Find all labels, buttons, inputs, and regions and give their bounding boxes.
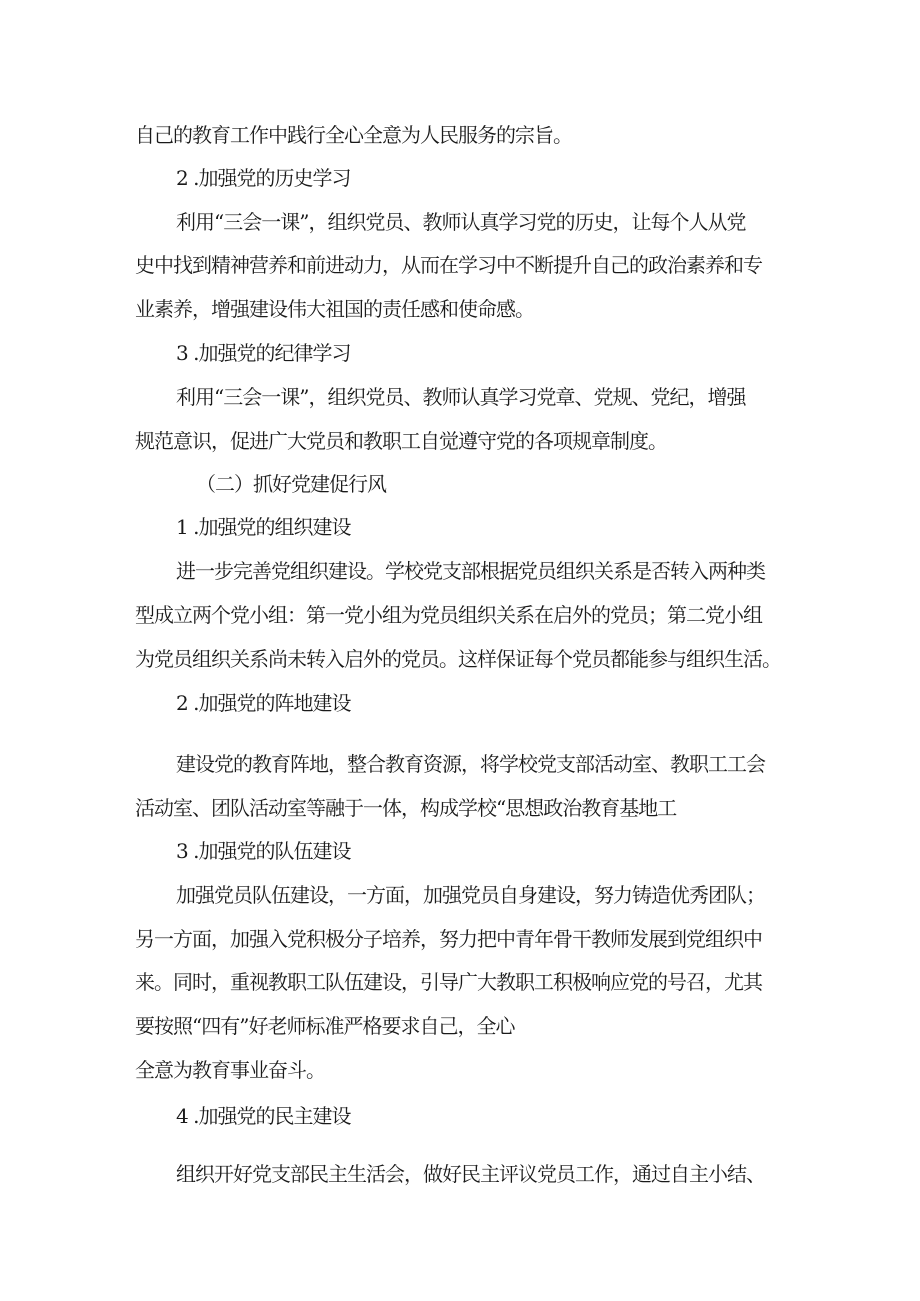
paragraph-line: 另一方面，加强入党积极分子培养，努力把中青年骨干教师发展到党组织中 (135, 927, 762, 951)
section-heading: 1 .加强党的组织建设 (176, 515, 351, 539)
paragraph-line: 业素养，增强建设伟大祖国的责任感和使命感。 (135, 297, 534, 321)
paragraph-line: 史中找到精神营养和前进动力，从而在学习中不断提升自己的政治素养和专 (135, 253, 762, 277)
section-heading: 4 .加强党的民主建设 (176, 1104, 351, 1128)
paragraph-line: 利用“三会一课”，组织党员、教师认真学习党的历史，让每个人从党 (176, 210, 746, 234)
paragraph-line: 型成立两个党小组：第一党小组为党员组织关系在启外的党员；第二党小组 (135, 603, 762, 627)
paragraph-line: 全意为教育事业奋斗。 (135, 1058, 325, 1082)
paragraph-line: 规范意识，促进广大党员和教职工自觉遵守党的各项规章制度。 (135, 429, 667, 453)
paragraph-line: 要按照“四有”好老师标准严格要求自己，全心 (135, 1014, 515, 1038)
paragraph-line: 加强党员队伍建设，一方面，加强党员自身建设，努力铸造优秀团队； (176, 883, 765, 907)
section-heading: 3 .加强党的队伍建设 (176, 839, 351, 863)
paragraph-line: 来。同时，重视教职工队伍建设，引导广大教职工积极响应党的号召，尤其 (135, 970, 762, 994)
subsection-heading: （二）抓好党建促行风 (196, 472, 386, 496)
paragraph-line: 组织开好党支部民主生活会，做好民主评议党员工作，通过自主小结、 (176, 1162, 765, 1186)
paragraph-line: 自己的教育工作中践行全心全意为人民服务的宗旨。 (135, 123, 572, 147)
paragraph-line: 进一步完善党组织建设。学校党支部根据党员组织关系是否转入两种类 (176, 559, 765, 583)
paragraph-line: 为党员组织关系尚未转入启外的党员。这样保证每个党员都能参与组织生活。 (135, 647, 781, 671)
paragraph-line: 建设党的教育阵地，整合教育资源，将学校党支部活动室、教职工工会 (176, 752, 765, 776)
section-heading: 3 .加强党的纪律学习 (176, 341, 351, 365)
paragraph-line: 活动室、团队活动室等融于一体，构成学校“思想政治教育基地工 (135, 796, 677, 820)
section-heading: 2 .加强党的阵地建设 (176, 691, 351, 715)
section-heading: 2 .加强党的历史学习 (176, 166, 351, 190)
paragraph-line: 利用“三会一课”，组织党员、教师认真学习党章、党规、党纪，增强 (176, 385, 746, 409)
